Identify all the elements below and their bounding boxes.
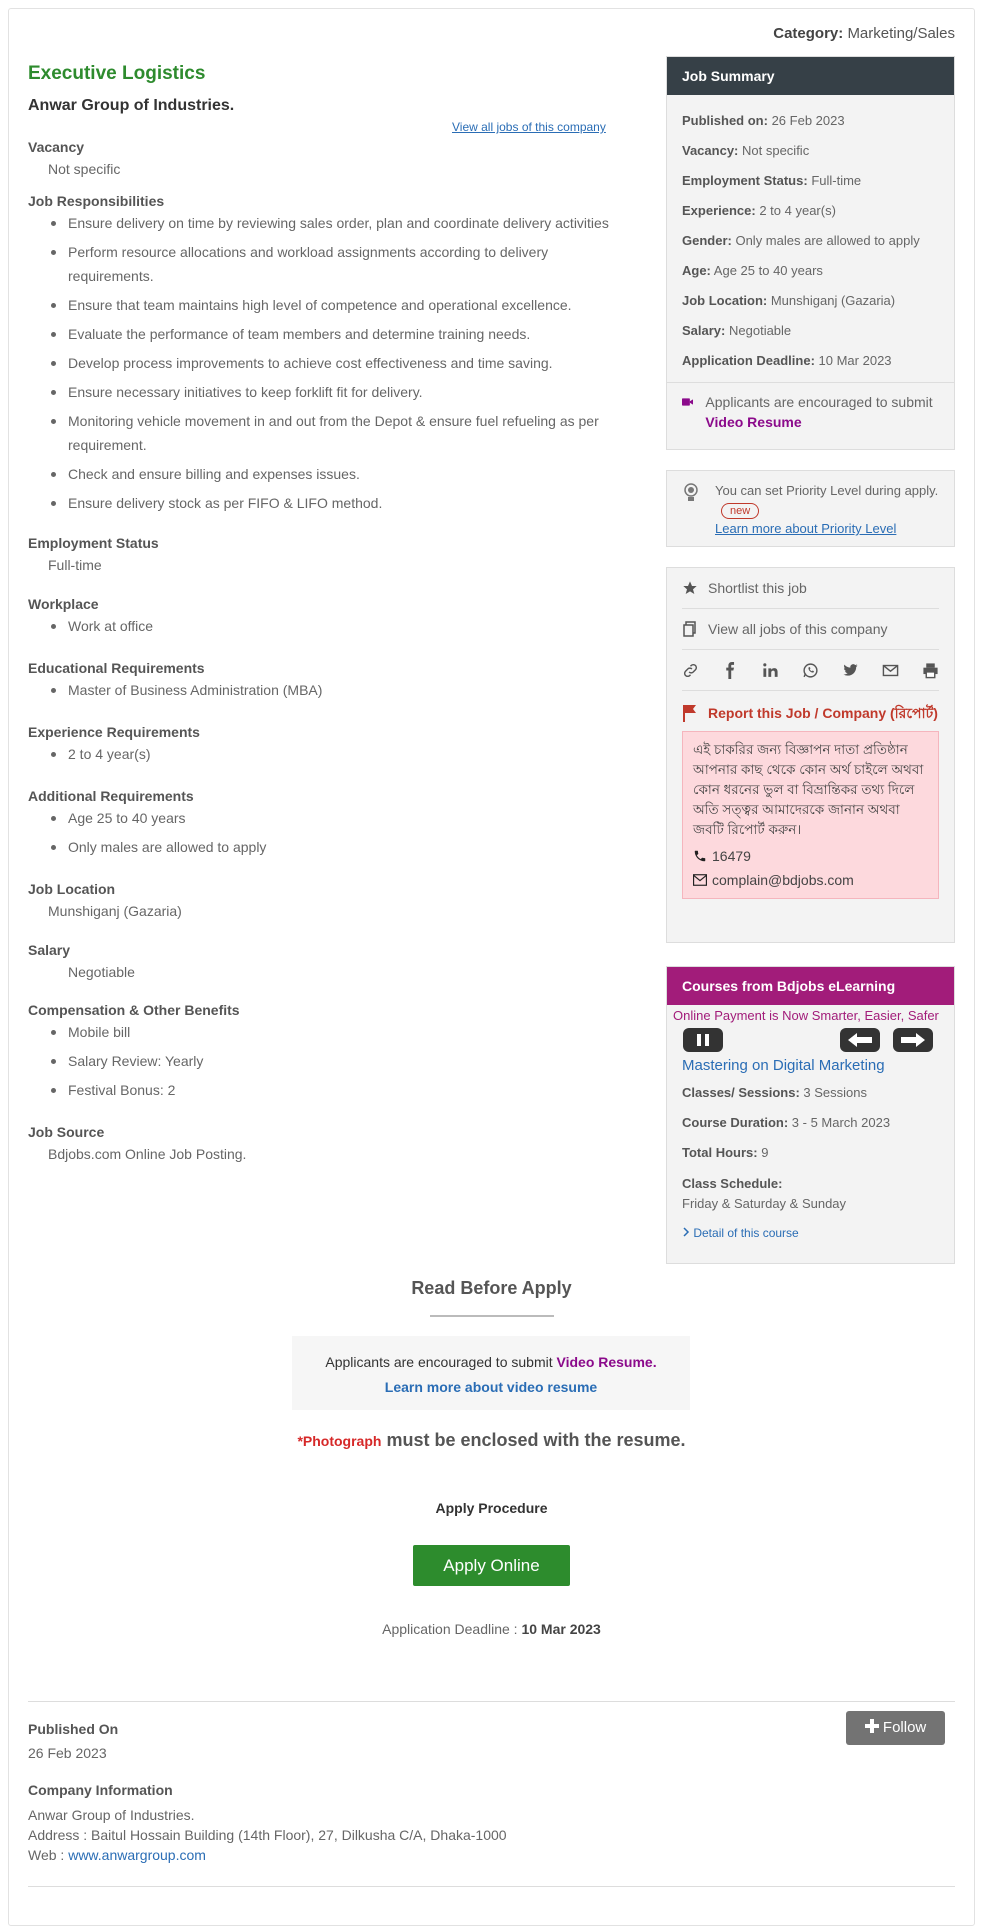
additional-heading: Additional Requirements (28, 788, 194, 804)
summary-row: Age: Age 25 to 40 years (682, 263, 823, 278)
divider (28, 1701, 955, 1702)
linkedin-icon[interactable] (762, 662, 779, 679)
summary-row: Job Location: Munshiganj (Gazaria) (682, 293, 896, 308)
employment-status-value: Full-time (48, 557, 102, 573)
arrow-left-icon (840, 1028, 880, 1052)
report-email: complain@bdjobs.com (693, 870, 928, 890)
summary-row: Vacancy: Not specific (682, 143, 810, 158)
course-hours: Total Hours: 9 (682, 1145, 769, 1160)
list-item: Develop process improvements to achieve cost effectiveness and time saving. (68, 351, 628, 375)
whatsapp-icon[interactable] (802, 662, 819, 679)
priority-learn-link[interactable]: Learn more about Priority Level (715, 521, 897, 536)
course-sessions: Classes/ Sessions: 3 Sessions (682, 1085, 868, 1100)
plus-icon (865, 1719, 879, 1733)
view-all-jobs-button[interactable]: View all jobs of this company (682, 609, 939, 650)
courses-title: Courses from Bdjobs eLearning (667, 967, 954, 1005)
course-schedule-label: Class Schedule: (682, 1176, 783, 1191)
promo-marquee: Online Payment is Now Smarter, Easier, Safer (673, 1008, 939, 1023)
list-item: Check and ensure billing and expenses issues. (68, 462, 628, 486)
source-heading: Job Source (28, 1124, 105, 1140)
company-website-link[interactable]: www.anwargroup.com (68, 1847, 206, 1863)
experience-list (28, 742, 628, 766)
priority-text: You can set Priority Level during apply. (715, 483, 939, 498)
summary-row: Salary: Negotiable (682, 323, 792, 338)
title-underline (430, 1315, 554, 1317)
published-label: Published On (28, 1721, 119, 1737)
application-deadline: Application Deadline : 10 Mar 2023 (382, 1621, 601, 1637)
list-item: Perform resource allocations and workload assignments according to delivery requirements. (68, 240, 628, 288)
actions-panel (666, 567, 955, 943)
list-item: 2 to 4 year(s) (68, 742, 628, 766)
benefits-list (28, 1020, 628, 1102)
phone-icon (693, 849, 707, 863)
benefits-heading: Compensation & Other Benefits (28, 1002, 240, 1018)
course-schedule: Friday & Saturday & Sunday (682, 1196, 847, 1211)
list-item: Work at office (68, 614, 628, 638)
location-heading: Job Location (28, 881, 116, 897)
divider (28, 1886, 955, 1887)
course-title-link[interactable]: Mastering on Digital Marketing (682, 1057, 885, 1074)
company-info-label: Company Information (28, 1782, 173, 1798)
pause-icon (683, 1028, 723, 1052)
summary-row: Employment Status: Full-time (682, 173, 862, 188)
course-duration: Course Duration: 3 - 5 March 2023 (682, 1115, 891, 1130)
salary-value: Negotiable (68, 964, 135, 980)
company-name: Anwar Group of Industries. (28, 97, 235, 114)
apply-online-button[interactable]: Apply Online (413, 1545, 570, 1586)
video-resume-box: Applicants are encouraged to submit Video Resume. Learn more about video resume (292, 1336, 690, 1410)
additional-list (28, 806, 628, 859)
report-warning-text: এই চাকরির জন্য বিজ্ঞাপন দাতা প্রতিষ্ঠান আপনার কাছ থেকে কোন অর্থ চাইলে অথবা কোন ধরনের ভুল বা বিভ্রান্তিকর তথ্য দিলে অতি সত্ত্বর আমাদেরকে জানান অথবা জবটি রিপোর্ট করুন। (693, 742, 924, 837)
list-item: Ensure that team maintains high level of competence and operational excellence. (68, 293, 628, 317)
workplace-list (28, 614, 628, 638)
salary-heading: Salary (28, 942, 71, 958)
location-value: Munshiganj (Gazaria) (48, 903, 182, 919)
chevron-right-icon (682, 1227, 690, 1237)
list-item: Evaluate the performance of team members and determine training needs. (68, 322, 628, 346)
pause-button[interactable] (683, 1028, 723, 1052)
share-bar (682, 650, 939, 691)
print-icon[interactable] (922, 662, 939, 679)
source-value: Bdjobs.com Online Job Posting. (48, 1146, 247, 1162)
arrow-right-icon (893, 1028, 933, 1052)
list-item: Ensure necessary initiatives to keep forklift fit for delivery. (68, 380, 628, 404)
video-resume-link-2[interactable]: Video Resume. (556, 1354, 657, 1370)
company-info (28, 1805, 507, 1865)
follow-button[interactable]: Follow (846, 1711, 945, 1745)
experience-heading: Experience Requirements (28, 724, 200, 740)
company-info-name: Anwar Group of Industries. (28, 1807, 195, 1823)
report-phone: 16479 (693, 846, 928, 866)
new-badge: new (721, 503, 759, 519)
priority-panel (666, 470, 955, 547)
vacancy-value: Not specific (48, 161, 121, 177)
company-web: Web : www.anwargroup.com (28, 1847, 206, 1863)
video-camera-icon (682, 395, 693, 409)
video-resume-link[interactable]: Video Resume (705, 414, 802, 430)
list-item: Ensure delivery stock as per FIFO & LIFO method. (68, 491, 628, 515)
vacancy-heading: Vacancy (28, 139, 85, 155)
photograph-notice: *Photograph must be enclosed with the resume. (297, 1430, 686, 1450)
report-job-button[interactable]: Report this Job / Company (রিপোর্ট) (667, 691, 954, 723)
summary-row: Application Deadline: 10 Mar 2023 (682, 353, 892, 368)
copy-icon (682, 621, 698, 637)
category: Category: Marketing/Sales (773, 25, 955, 42)
list-item: Mobile bill (68, 1020, 628, 1044)
job-details (28, 139, 628, 1162)
list-item: Ensure delivery on time by reviewing sales order, plan and coordinate delivery activities (68, 211, 628, 235)
company-address: Address : Baitul Hossain Building (14th Floor), 27, Dilkusha C/A, Dhaka-1000 (28, 1827, 507, 1843)
apply-procedure-title: Apply Procedure (435, 1500, 548, 1516)
prev-button[interactable] (840, 1028, 880, 1052)
responsibilities-list (28, 211, 628, 515)
education-list (28, 678, 628, 702)
courses-panel (666, 966, 955, 1264)
employment-status-heading: Employment Status (28, 535, 159, 551)
email-icon[interactable] (882, 662, 899, 679)
link-icon[interactable] (682, 662, 699, 679)
summary-row: Gender: Only males are allowed to apply (682, 233, 920, 248)
responsibilities-heading: Job Responsibilities (28, 193, 165, 209)
report-warning-box (682, 731, 939, 899)
facebook-icon[interactable] (722, 662, 739, 679)
list-item: Festival Bonus: 2 (68, 1078, 628, 1102)
lightbulb-icon (683, 483, 699, 503)
next-button[interactable] (893, 1028, 933, 1052)
envelope-icon (693, 874, 707, 886)
summary-row: Experience: 2 to 4 year(s) (682, 203, 836, 218)
list-item: Monitoring vehicle movement in and out from the Depot & ensure fuel refueling as per requirement. (68, 409, 628, 457)
list-item: Only males are allowed to apply (68, 835, 628, 859)
flag-icon (682, 704, 698, 722)
video-resume-note: Applicants are encouraged to submit Video Resume (667, 382, 954, 432)
read-before-apply-title: Read Before Apply (411, 1278, 572, 1298)
star-icon (682, 580, 698, 596)
workplace-heading: Workplace (28, 596, 99, 612)
list-item: Salary Review: Yearly (68, 1049, 628, 1073)
job-summary-panel (666, 56, 955, 450)
list-item: Master of Business Administration (MBA) (68, 678, 628, 702)
twitter-icon[interactable] (842, 662, 859, 679)
summary-row: Published on: 26 Feb 2023 (682, 113, 845, 128)
job-title: Executive Logistics (28, 63, 206, 84)
list-item: Age 25 to 40 years (68, 806, 628, 830)
shortlist-button[interactable]: Shortlist this job (682, 568, 939, 609)
view-all-jobs-link[interactable]: View all jobs of this company (452, 120, 606, 134)
carousel-controls (667, 1025, 954, 1053)
published-date: 26 Feb 2023 (28, 1745, 107, 1761)
learn-video-resume-link[interactable]: Learn more about video resume (384, 1379, 598, 1395)
job-summary-title: Job Summary (667, 57, 954, 95)
course-detail-link[interactable]: Detail of this course (667, 1226, 954, 1240)
education-heading: Educational Requirements (28, 660, 205, 676)
